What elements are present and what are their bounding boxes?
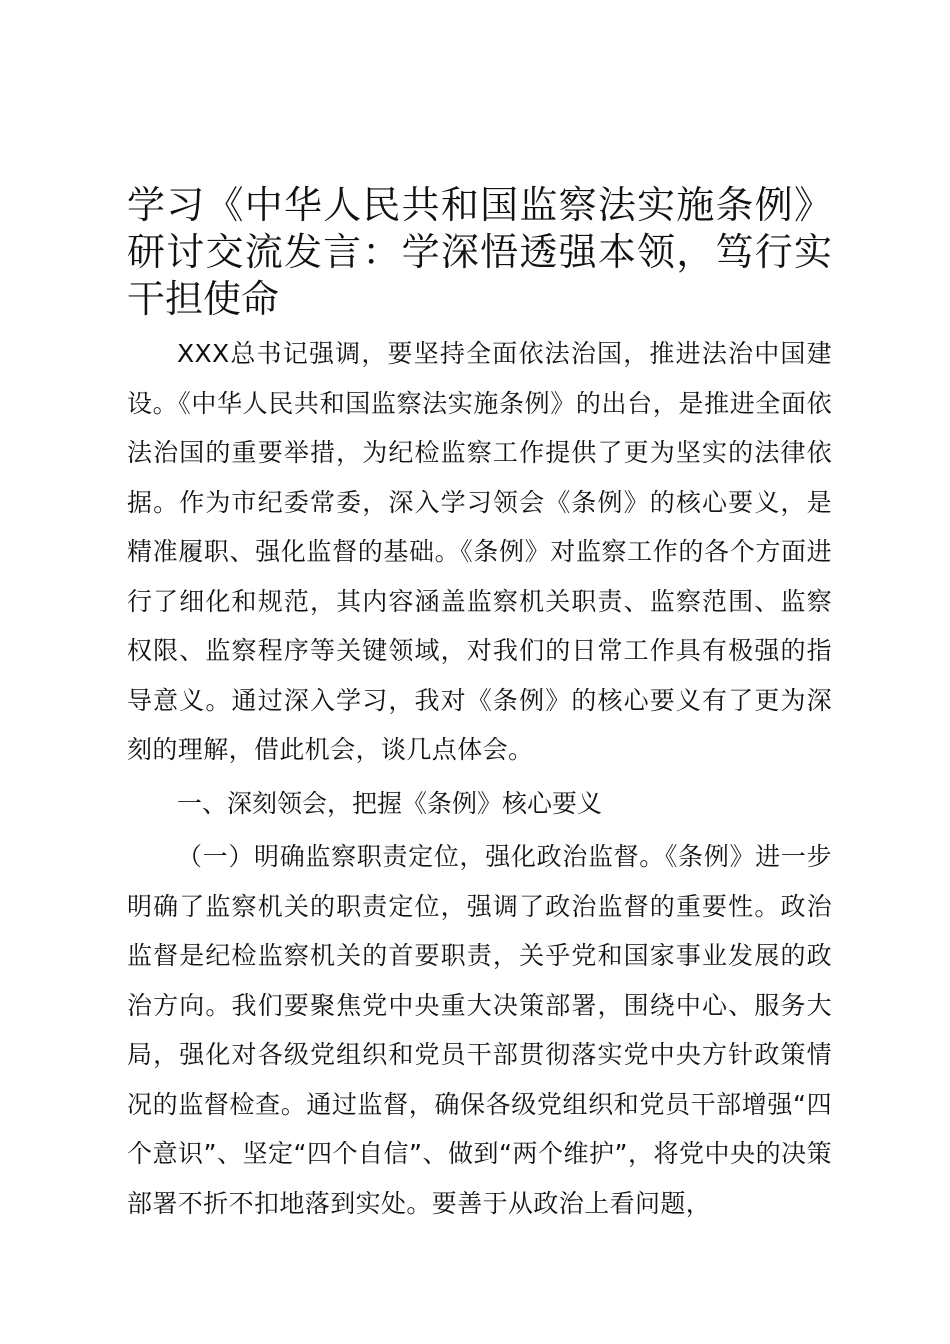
section-heading: 一、深刻领会，把握《条例》核心要义 (177, 788, 603, 818)
document-title: 学习《中华人民共和国监察法实施条例》研讨交流发言：学深悟透强本领，笃行实干担使命 (127, 183, 832, 321)
intro-paragraph: XXX总书记强调，要坚持全面依法治国，推进法治中国建设。《中华人民共和国监察法实施条例》的出台，是推进全面依法治国的重要举措，为纪检监察工作提供了更为坚实的法律依据。作为市纪委常委，深入学习领会《条例》的核心要义，是精准履职、强化监督的基础。《条例》对监察工作的各个方面进行了细化和规范，其内容涵盖监察机关职责、监察范围、监察权限、监察程序等关键领域，对我们的日常工作具有极强的指导意义。通过深入学习，我对《条例》的核心要义有了更为深刻的理解，借此机会，谈几点体会。 (127, 339, 832, 764)
subsection-paragraph: （一）明确监察职责定位，强化政治监督。《条例》进一步明确了监察机关的职责定位，强调了政治监督的重要性。政治监督是纪检监察机关的首要职责，关乎党和国家事业发展的政治方向。我们要聚焦党中央重大决策部署，围绕中心、服务大局，强化对各级党组织和党员干部贯彻落实党中央方针政策情况的监督检查。通过监督，确保各级党组织和党员干部增强“四个意识”、坚定“四个自信”、做到“两个维护”，将党中央的决策部署不折不扣地落到实处。要善于从政治上看问题， (127, 842, 832, 1218)
document-body (127, 182, 832, 1228)
